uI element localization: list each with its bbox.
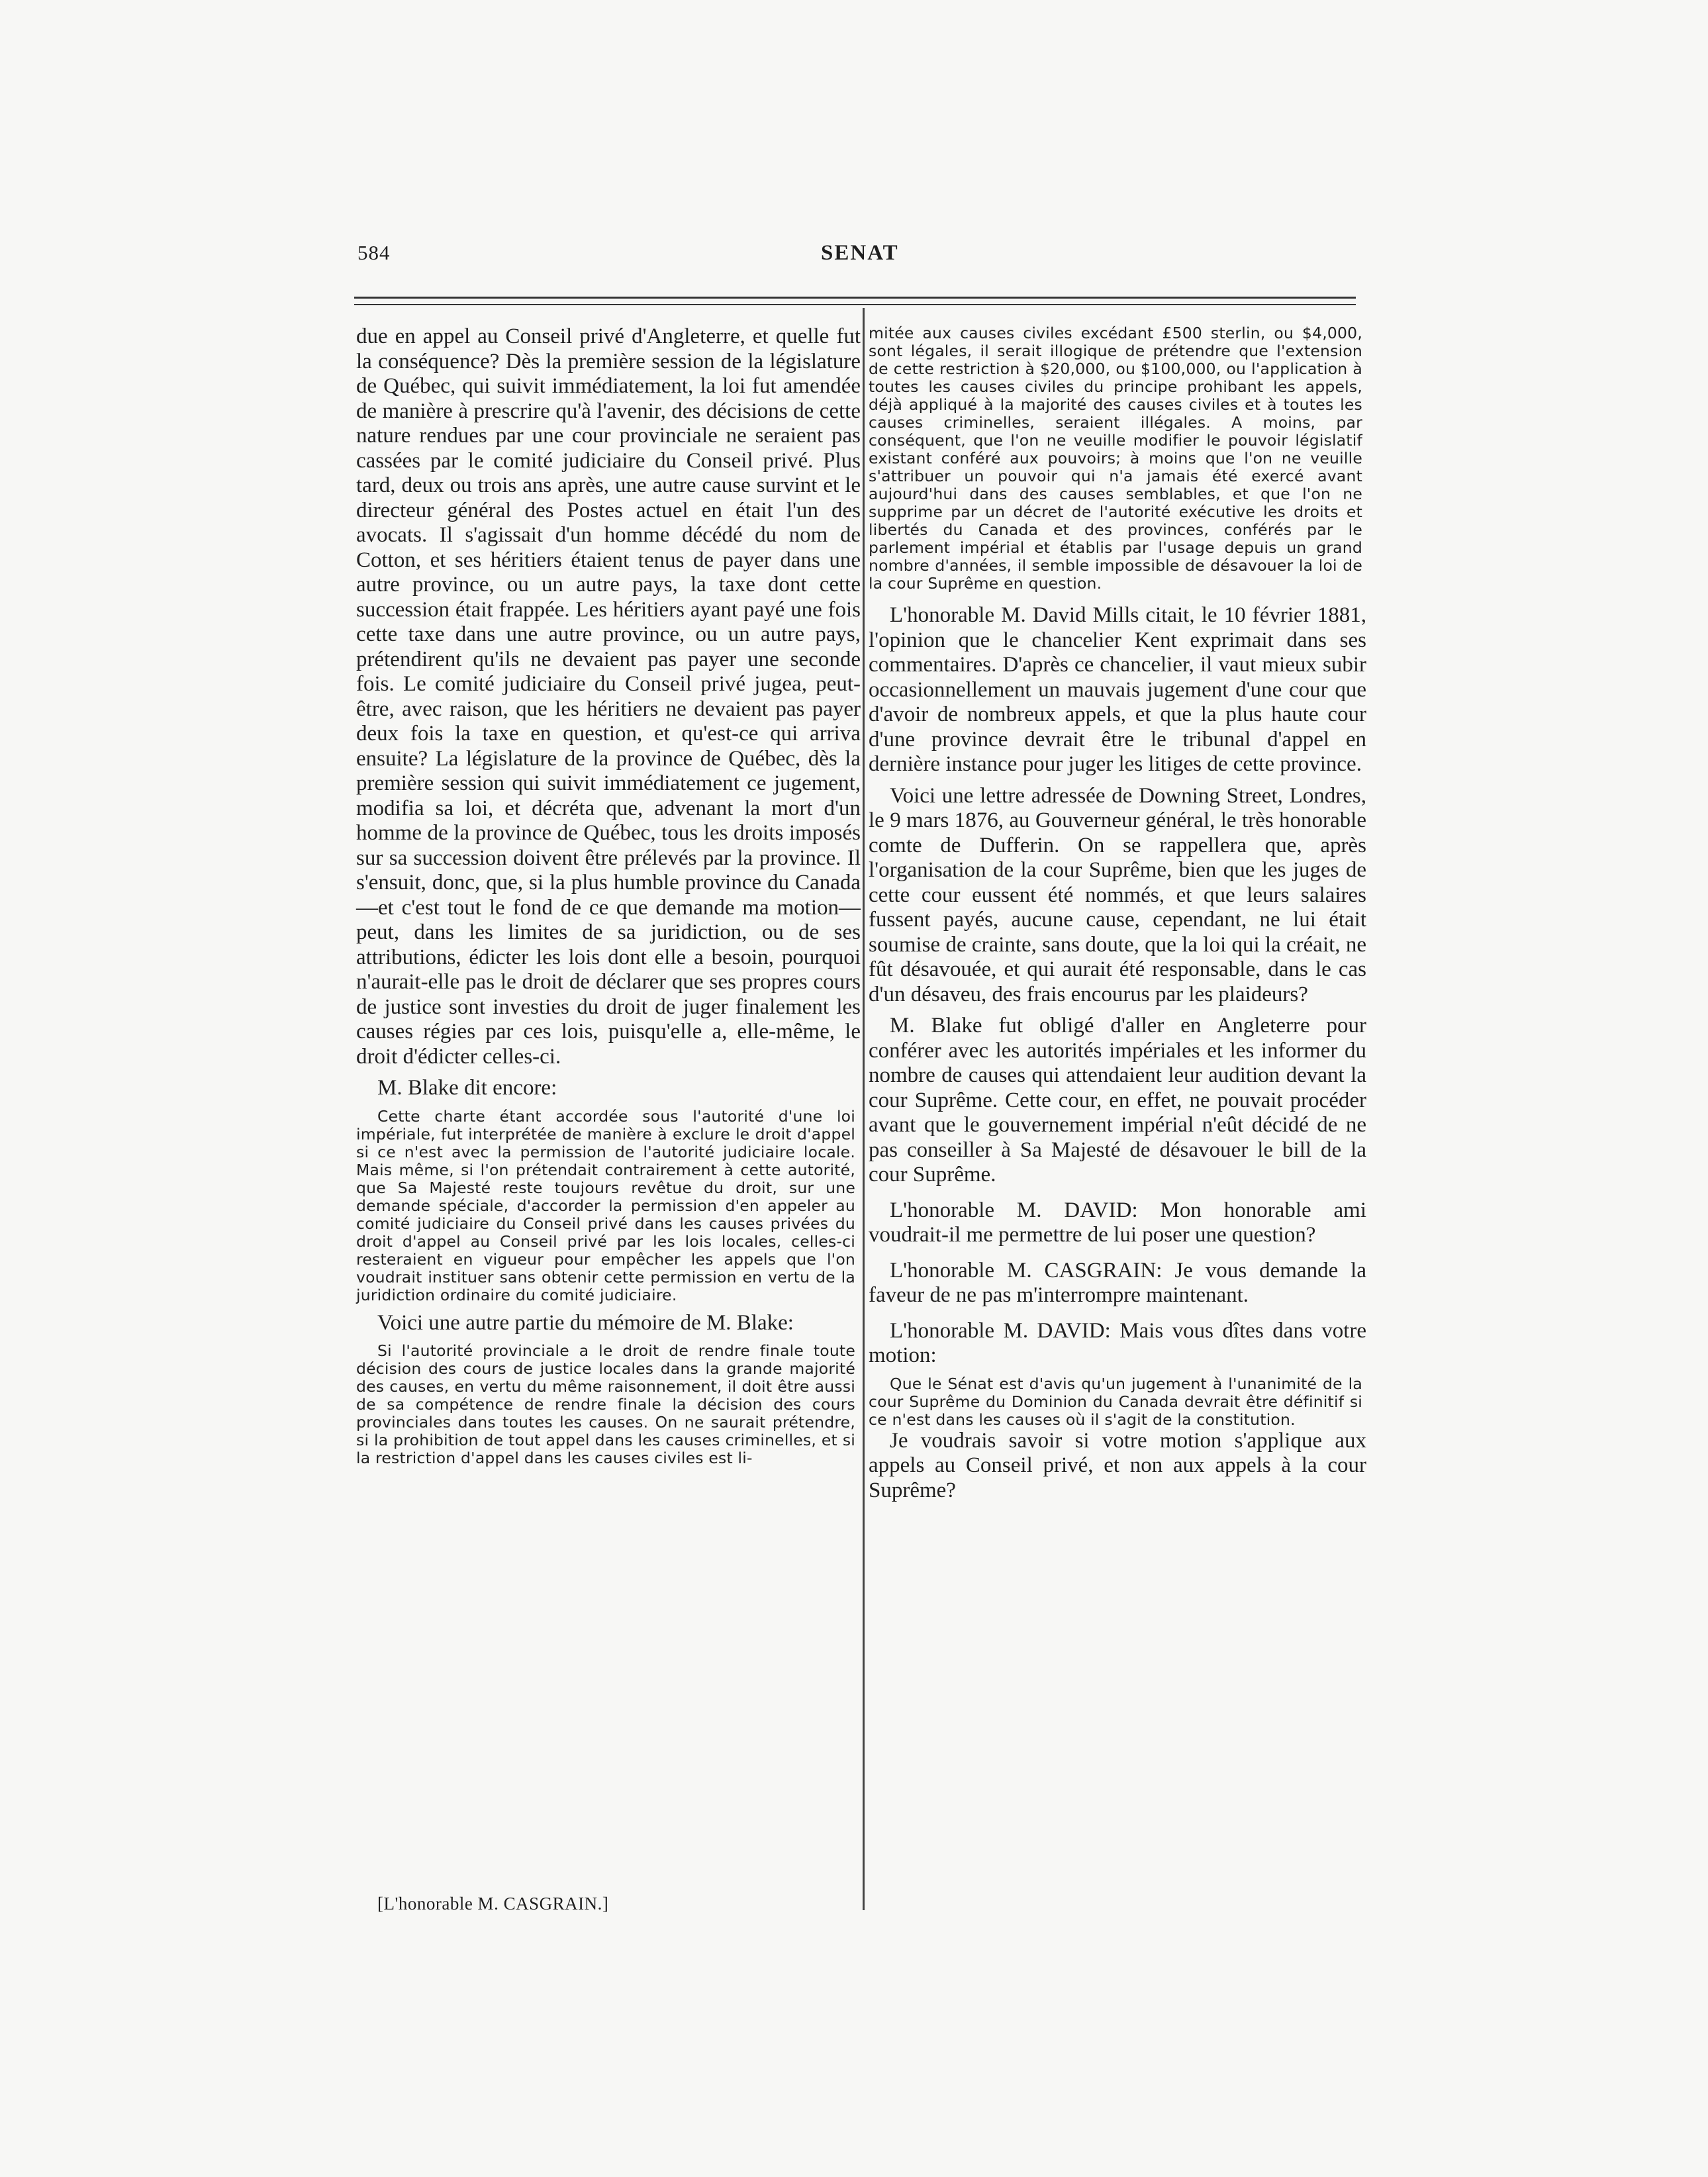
speaker-paragraph: L'honorable M. DAVID: Mon honorable ami voudrait-il me permettre de lui poser une question? <box>869 1198 1366 1247</box>
paragraph: Voici une lettre adressée de Downing Street, Londres, le 9 mars 1876, au Gouverneur général, le très honorable comte de Dufferin. On se rappellera que, après l'organisation de la cour Suprême, bien que les juges de cette cour eussent été nommés, et que leurs salaires fussent payés, aucune cause, cependant, ne lui était soumise de crainte, sans doute, que la loi qui la créait, ne fût désavouée, et qui aurait été responsable, dans le cas d'un désaveu, des frais encourus par les plaideurs? <box>869 783 1366 1006</box>
block-quote: Cette charte étant accordée sous l'autorité d'une loi impériale, fut interprétée de manière à exclure le droit d'appel si ce n'est avec la permission de l'autorité judiciaire locale. Mais même, si l'on prétendait contrairement à cette autorité, que Sa Majesté reste toujours revêtue du droit, sur une demande spéciale, d'accorder la permission d'en appeler au comité judiciaire du Conseil privé dans les causes privées du droit d'appel au Conseil privé par les lois locales, celles-ci resteraient en vigueur pour empêcher les appels que l'on voudrait instituer sans obtenir cette permission en vertu de la juridiction ordinaire du comité judiciaire. <box>356 1106 855 1304</box>
speaker-paragraph: L'honorable M. DAVID: Mais vous dîtes dans votre motion: <box>869 1318 1366 1367</box>
block-quote: Que le Sénat est d'avis qu'un jugement à l'unanimité de la cour Suprême du Dominion du Canada devrait être définitif si ce n'est dans les causes où il s'agit de la constitution. <box>869 1374 1362 1429</box>
paragraph: Je voudrais savoir si votre motion s'applique aux appels au Conseil privé, et non aux appels à la cour Suprême? <box>869 1428 1366 1502</box>
paragraph: M. Blake dit encore: <box>377 1076 557 1100</box>
footer-speaker: [L'honorable M. CASGRAIN.] <box>377 1894 609 1913</box>
running-head-title: SENAT <box>821 241 899 265</box>
column-divider <box>863 308 865 1910</box>
block-quote: Si l'autorité provinciale a le droit de rendre finale toute décision des cours de justice locales dans la grande majorité des causes, en vertu du même raisonnement, il doit être aussi de sa compétence de rendre finale la décision des cours provinciales dans toutes les causes. On ne saurait prétendre, si la prohibition de tout appel dans les causes criminelles, et si la restriction d'appel dans les causes civiles est li- <box>356 1341 855 1467</box>
paragraph: Voici une autre partie du mémoire de M. Blake: <box>377 1310 794 1335</box>
right-column <box>869 324 1366 1503</box>
paragraph: L'honorable M. David Mills citait, le 10 février 1881, l'opinion que le chancelier Kent exprimait dans ses commentaires. D'après ce chancelier, il vaut mieux subir occasionnellement un mauvais jugement d'une cour que d'avoir de nombreux appels, et que la plus haute cour d'une province devrait être le tribunal d'appel en dernière instance pour juger les litiges de cette province. <box>869 603 1366 776</box>
block-quote: mitée aux causes civiles excédant £500 sterlin, ou $4,000, sont légales, il serait illogique de prétendre que l'extension de cette restriction à $20,000, ou $100,000, ou l'application à toutes les causes civiles du principe prohibant les appels, déjà appliqué à la majorité des causes civiles et à toutes les causes criminelles, seraient illégales. A moins, par conséquent, que l'on ne veuille modifier le pouvoir législatif existant conféré aux pouvoirs; à moins que l'on ne veuille s'attribuer un pouvoir qui n'a jamais été exercé avant aujourd'hui dans des causes semblables, et que l'on ne supprime par un décret de l'autorité exécutive les droits et libertés du Canada et des provinces, conférés par le parlement impérial et établis par l'usage depuis un grand nombre d'années, il semble impossible de désavouer la loi de la cour Suprême en question. <box>869 324 1362 593</box>
left-column <box>356 324 861 1474</box>
paragraph: due en appel au Conseil privé d'Angleterre, et quelle fut la conséquence? Dès la première session de la législature de Québec, qui suivit immédiatement, la loi fut amendée de manière à prescrire qu'à l'avenir, des décisions de cette nature rendues par une cour provinciale ne seraient pas cassées par le comité judiciaire du Conseil privé. Plus tard, deux ou trois ans après, une autre cause survint et le directeur général des Postes actuel en était l'un des avocats. Il s'agissait d'un homme décédé du nom de Cotton, et ses héritiers étaient tenus de payer dans une autre province, ou un autre pays, la taxe dont cette succession était frappée. Les héritiers ayant payé une fois cette taxe dans une autre province, ou un autre pays, prétendirent qu'ils ne devaient pas payer une seconde fois. Le comité judiciaire du Conseil privé jugea, peut-être, avec raison, que les héritiers ne devaient pas payer deux fois la taxe en question, et qu'est-ce qui arriva ensuite? La législature de la province de Québec, dès la première session qui suivit immédiatement ce jugement, modifia sa loi, et décréta que, advenant la mort d'un homme de la province de Québec, tous les droits imposés sur sa succession doivent être prélevés par la province. Il s'ensuit, donc, que, si la plus humble province du Canada—et c'est tout le fond de ce que demande ma motion—peut, dans les limites de sa juridiction, ou de ses attributions, édicter les lois dont elle a besoin, pourquoi n'aurait-elle pas le droit de déclarer que ses propres cours de justice sont investies du droit de juger finalement les causes régies par ces lois, puisqu'elle a, elle-même, le droit d'édicter celles-ci. <box>356 324 861 1069</box>
paragraph: M. Blake fut obligé d'aller en Angleterre pour conférer avec les autorités impériales et les informer du nombre de causes qui attendaient leur audition devant la cour Suprême. Cette cour, en effet, ne pouvait procéder avant que le gouvernement impérial n'eût décidé de ne pas conseiller à Sa Majesté de désavouer le bill de la cour Suprême. <box>869 1014 1366 1186</box>
page-number: 584 <box>357 241 391 264</box>
header-rule-bottom <box>354 304 1356 305</box>
speaker-paragraph: L'honorable M. CASGRAIN: Je vous demande la faveur de ne pas m'interrompre maintenant. <box>869 1258 1366 1307</box>
header-rule-top <box>354 297 1356 299</box>
